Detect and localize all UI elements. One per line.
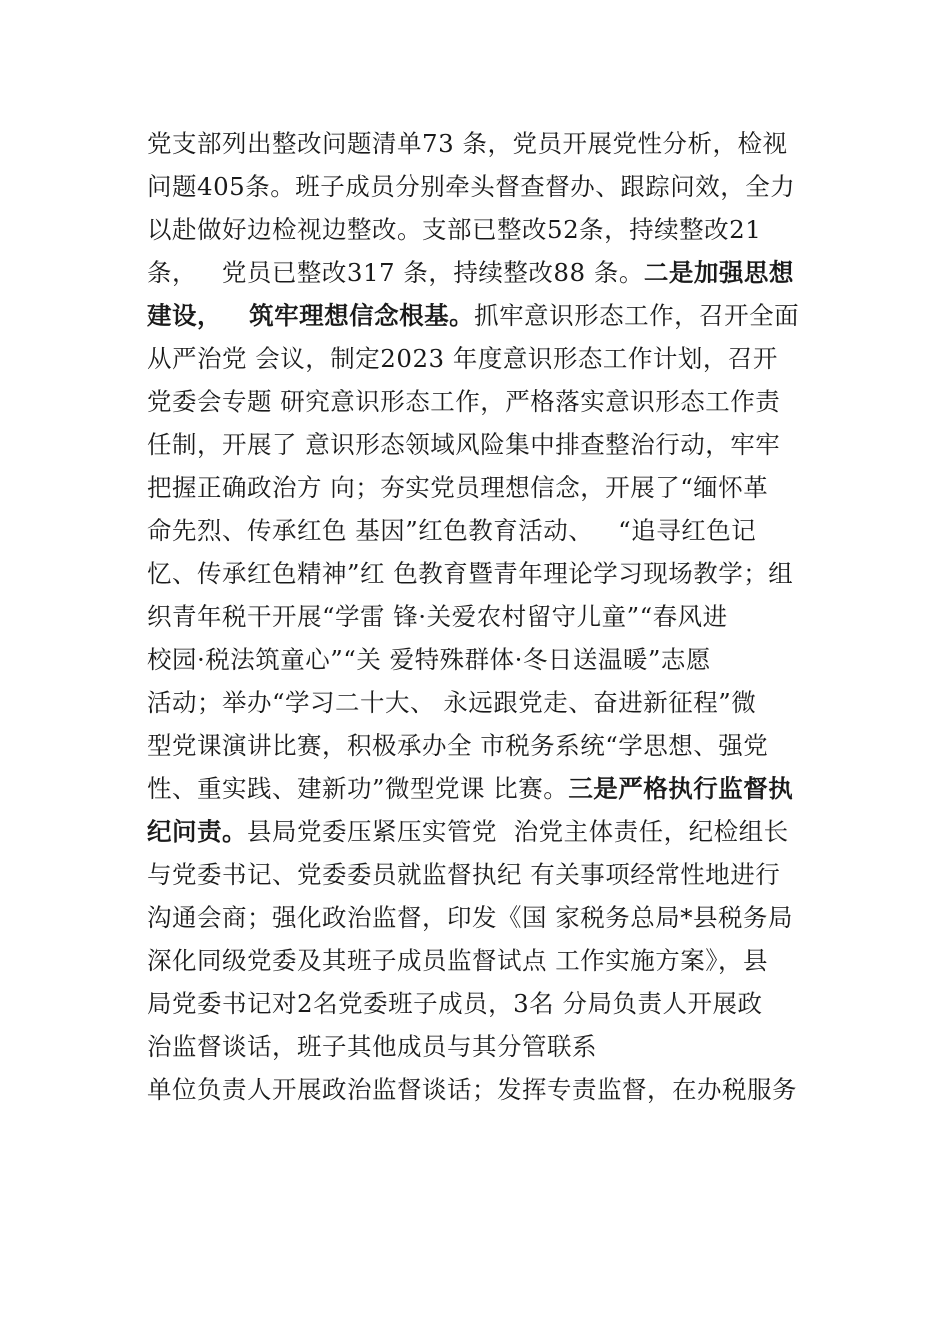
paragraph-line: 以赴做好边检视边整改。支部已整改52条，持续整改21	[147, 215, 762, 244]
paragraph-line: 治监督谈话，班子其他成员与其分管联系	[147, 1032, 597, 1061]
paragraph-line: 问题405条。班子成员分别牵头督查督办、跟踪问效，全力	[147, 172, 796, 201]
paragraph-line: 把握正确政治方 向；夯实党员理想信念，开展了“缅怀革	[147, 473, 769, 502]
paragraph-line: 党支部列出整改问题清单73 条，党员开展党性分析，检视	[147, 129, 788, 158]
paragraph-line: 任制，开展了 意识形态领域风险集中排查整治行动，牢牢	[147, 430, 781, 459]
paragraph-line: 织青年税干开展“学雷 锋·关爱农村留守儿童”“春风进	[147, 602, 728, 631]
paragraph-line: 单位负责人开展政治监督谈话；发挥专责监督，在办税服务	[147, 1075, 797, 1104]
paragraph-line: 局党委书记对2名党委班子成员，3名 分局负责人开展政	[147, 989, 763, 1018]
paragraph-line: 条， 党员已整改317 条，持续整改88 条。二是加强思想	[147, 258, 794, 287]
bold-heading-text: 建设， 筑牢理想信念根基。	[147, 301, 475, 330]
paragraph-line: 型党课演讲比赛，积极承办全 市税务系统“学思想、强党	[147, 731, 769, 760]
paragraph-line: 深化同级党委及其班子成员监督试点 工作实施方案》，县	[147, 946, 769, 975]
paragraph-line: 沟通会商；强化政治监督，印发《国 家税务总局*县税务局	[147, 903, 794, 932]
paragraph-line: 校园·税法筑童心”“关 爱特殊群体·冬日送温暖”志愿	[147, 645, 711, 674]
paragraph-line: 从严治党 会议，制定2023 年度意识形态工作计划，召开	[147, 344, 778, 373]
paragraph-line: 忆、传承红色精神”红 色教育暨青年理论学习现场教学；组	[147, 559, 794, 588]
paragraph-line: 建设， 筑牢理想信念根基。抓牢意识形态工作，召开全面	[147, 301, 800, 330]
paragraph-line: 命先烈、传承红色 基因”红色教育活动、 “追寻红色记	[147, 516, 757, 545]
paragraph-line: 性、重实践、建新功”微型党课 比赛。三是严格执行监督执	[147, 774, 794, 803]
bold-heading-text: 纪问责。	[147, 817, 247, 846]
paragraph-line: 活动；举办“学习二十大、 永远跟党走、奋进新征程”微	[147, 688, 757, 717]
bold-heading-text: 三是严格执行监督执	[568, 774, 794, 803]
paragraph-line: 与党委书记、党委委员就监督执纪 有关事项经常性地进行	[147, 860, 781, 889]
paragraph-line: 党委会专题 研究意识形态工作，严格落实意识形态工作责	[147, 387, 781, 416]
bold-heading-text: 二是加强思想	[643, 258, 794, 287]
paragraph-line: 纪问责。县局党委压紧压实管党 治党主体责任，纪检组长	[147, 817, 789, 846]
